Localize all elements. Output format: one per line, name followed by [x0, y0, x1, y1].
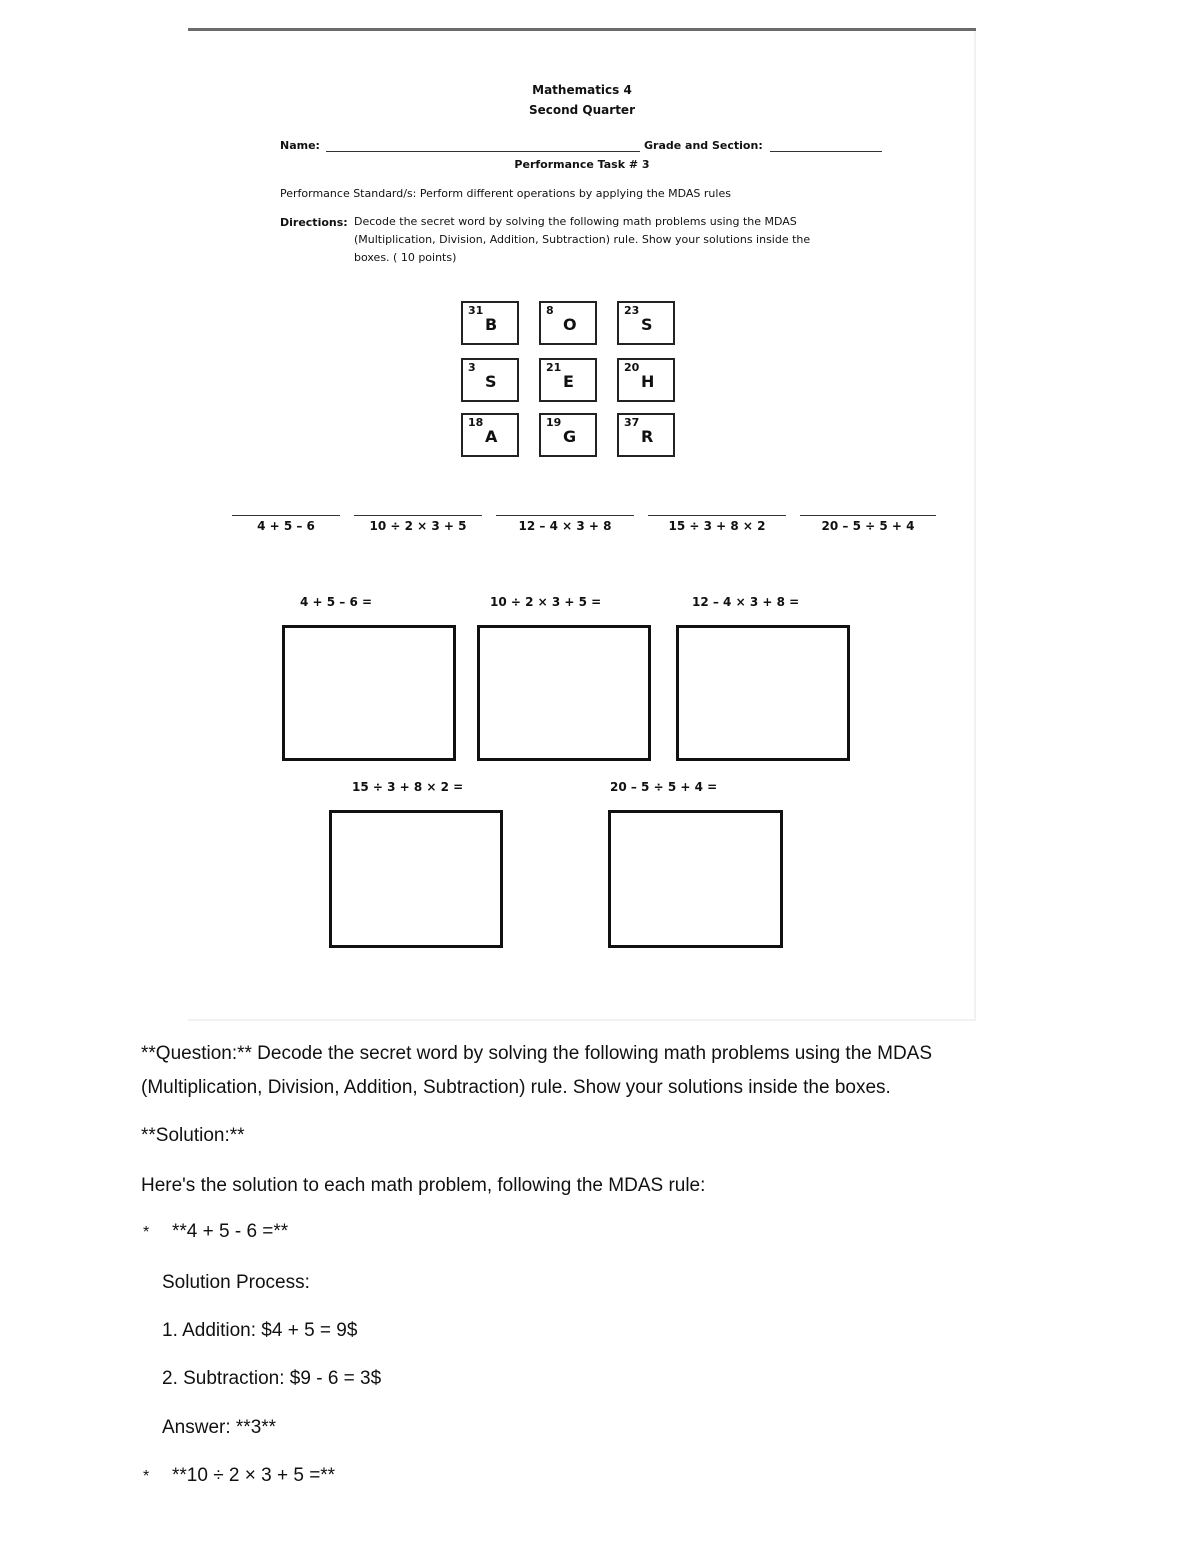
code-cell: [617, 301, 675, 345]
expression-label: 4 + 5 – 6: [257, 519, 315, 533]
code-cell: [617, 358, 675, 402]
directions-line: (Multiplication, Division, Addition, Subtraction) rule. Show your solutions inside the: [354, 233, 811, 246]
code-letter: S: [485, 372, 497, 391]
problem-label: 15 ÷ 3 + 8 × 2 =: [352, 780, 464, 794]
code-number: 37: [624, 416, 640, 429]
bullet-marker: *: [143, 1224, 150, 1241]
question-text-line1: **Question:** Decode the secret word by solving the following math problems using the MDAS: [141, 1043, 933, 1064]
code-letter: E: [563, 372, 574, 391]
solution-box[interactable]: [329, 810, 503, 948]
directions-label: Directions:: [280, 216, 348, 229]
problem-2-title: **10 ÷ 2 × 3 + 5 =**: [172, 1465, 336, 1486]
directions-line: boxes. ( 10 points): [354, 251, 457, 264]
code-number: 3: [468, 361, 476, 374]
solution-intro: Here's the solution to each math problem, following the MDAS rule:: [141, 1175, 706, 1196]
code-cell: [539, 301, 597, 345]
answer-blank: [232, 515, 340, 516]
name-label: Name:: [280, 139, 320, 152]
code-number: 31: [468, 304, 484, 317]
code-number: 23: [624, 304, 640, 317]
problem-label: 20 – 5 ÷ 5 + 4 =: [610, 780, 718, 794]
problem-1-title: **4 + 5 - 6 =**: [172, 1221, 289, 1242]
code-cell: [461, 413, 519, 457]
answer-blank: [496, 515, 634, 516]
answer-blank: [354, 515, 482, 516]
code-number: 8: [546, 304, 554, 317]
worksheet-edge-bottom: [188, 1019, 976, 1021]
code-letter: S: [641, 315, 653, 334]
code-cell: [461, 301, 519, 345]
code-number: 19: [546, 416, 562, 429]
problem-label: 10 ÷ 2 × 3 + 5 =: [490, 595, 602, 609]
bullet-marker: *: [143, 1468, 150, 1485]
code-cell: [617, 413, 675, 457]
question-text-line2: (Multiplication, Division, Addition, Subtraction) rule. Show your solutions inside the boxes.: [141, 1077, 891, 1098]
grade-section-label: Grade and Section:: [644, 139, 763, 152]
solution-box[interactable]: [608, 810, 783, 948]
solution-box[interactable]: [282, 625, 456, 761]
answer-blank: [648, 515, 786, 516]
solution-box[interactable]: [676, 625, 850, 761]
code-cell: [539, 413, 597, 457]
worksheet-subtitle: Second Quarter: [528, 103, 635, 117]
grade-section-line: [770, 151, 882, 152]
directions-text: [354, 213, 810, 267]
code-letter: B: [485, 315, 498, 334]
solution-step: 2. Subtraction: $9 - 6 = 3$: [162, 1368, 382, 1389]
code-letter: O: [563, 315, 577, 334]
code-cell: [461, 358, 519, 402]
problem-label: 12 – 4 × 3 + 8 =: [692, 595, 800, 609]
expression-label: 10 ÷ 2 × 3 + 5: [369, 519, 467, 533]
answer-line: Answer: **3**: [162, 1417, 277, 1438]
name-line: [326, 151, 640, 152]
solution-step: 1. Addition: $4 + 5 = 9$: [162, 1320, 358, 1341]
code-number: 20: [624, 361, 640, 374]
worksheet-edge-right: [974, 31, 976, 1021]
expression-label: 20 – 5 ÷ 5 + 4: [821, 519, 915, 533]
worksheet-image: [188, 28, 976, 1021]
code-cell: [539, 358, 597, 402]
problem-label: 4 + 5 – 6 =: [300, 595, 373, 609]
expression-label: 12 – 4 × 3 + 8: [518, 519, 612, 533]
performance-task-label: Performance Task # 3: [514, 158, 650, 171]
code-letter: A: [485, 427, 498, 446]
expression-label: 15 ÷ 3 + 8 × 2: [668, 519, 766, 533]
answer-blank: [800, 515, 936, 516]
code-letter: G: [563, 427, 577, 446]
worksheet-title: Mathematics 4: [532, 83, 632, 97]
code-number: 21: [546, 361, 562, 374]
code-letter: H: [641, 372, 655, 391]
solution-heading: **Solution:**: [141, 1125, 245, 1146]
directions-line: Decode the secret word by solving the following math problems using the MDAS: [354, 215, 797, 228]
code-number: 18: [468, 416, 484, 429]
solution-process-label: Solution Process:: [162, 1272, 310, 1293]
performance-standard: Performance Standard/s: Perform different operations by applying the MDAS rules: [280, 187, 731, 200]
code-letter: R: [641, 427, 654, 446]
solution-box[interactable]: [477, 625, 651, 761]
